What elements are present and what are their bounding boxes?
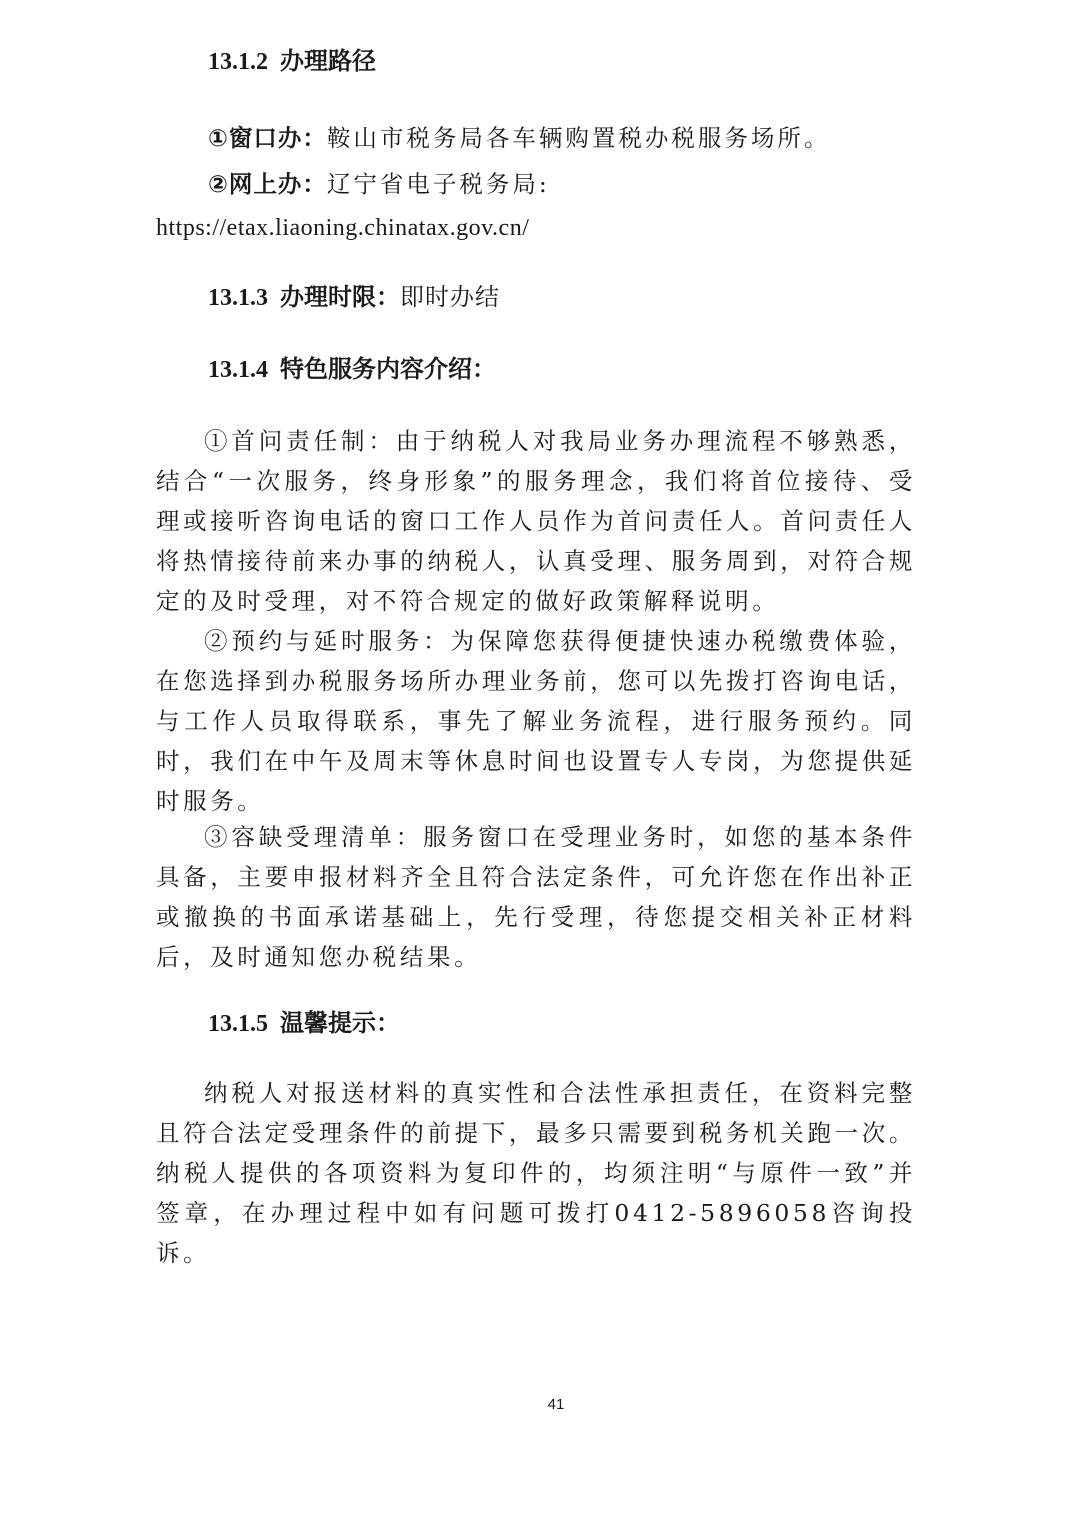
section-number: 13.1.3 — [208, 285, 268, 311]
window-service-line — [208, 118, 830, 158]
online-service-text: 辽宁省电子税务局: — [326, 170, 550, 198]
section-heading-13-1-5 — [208, 1006, 400, 1041]
processing-time-value: 即时办结 — [400, 283, 500, 311]
service-paragraph-1: ①首问责任制：由于纳税人对我局业务办理流程不够熟悉，结合“一次服务，终身形象”的服务理念，我们将首位接待、受理或接听咨询电话的窗口工作人员作为首问责任人。首问责任人将热情接待前来办事的纳税人，认真受理、服务周到，对符合规定的及时受理，对不符合规定的做好政策解释说明。 — [156, 427, 916, 615]
section-heading-13-1-4 — [208, 352, 496, 387]
section-heading-13-1-3 — [208, 280, 500, 315]
service-paragraph-3: ③容缺受理清单：服务窗口在受理业务时，如您的基本条件具备，主要申报材料齐全且符合法定条件，可允许您在作出补正或撤换的书面承诺基础上，先行受理，待您提交相关补正材料后，及时通知您办税结果。 — [156, 823, 916, 971]
page-number: 41 — [547, 1396, 565, 1413]
section-title: 办理路径 — [280, 47, 376, 75]
window-service-label: ①窗口办： — [208, 124, 327, 152]
section-number: 13.1.5 — [208, 1011, 268, 1037]
window-service-text: 鞍山市税务局各车辆购置税办税服务场所。 — [326, 124, 831, 152]
online-service-url[interactable]: https://etax.liaoning.chinatax.gov.cn/ — [156, 215, 530, 241]
service-paragraph-2: ②预约与延时服务：为保障您获得便捷快速办税缴费体验，在您选择到办税服务场所办理业务前，您可以先拨打咨询电话，与工作人员取得联系，事先了解业务流程，进行服务预约。同时，我们在中午及周末等休息时间也设置专人专岗，为您提供延时服务。 — [156, 627, 916, 815]
online-service-line — [208, 164, 550, 204]
section-number: 13.1.4 — [208, 357, 268, 383]
section-heading-13-1-2 — [208, 44, 376, 79]
online-service-label: ②网上办： — [208, 170, 327, 198]
tips-paragraph: 纳税人对报送材料的真实性和合法性承担责任，在资料完整且符合法定受理条件的前提下，最多只需要到税务机关跑一次。纳税人提供的各项资料为复印件的，均须注明“与原件一致”并签章，在办理过程中如有问题可拨打0412-5896058咨询投诉。 — [156, 1079, 916, 1267]
section-title: 特色服务内容介绍： — [280, 355, 496, 383]
section-title: 温馨提示： — [280, 1009, 400, 1037]
section-number: 13.1.2 — [208, 49, 268, 75]
section-title: 办理时限： — [280, 283, 400, 311]
